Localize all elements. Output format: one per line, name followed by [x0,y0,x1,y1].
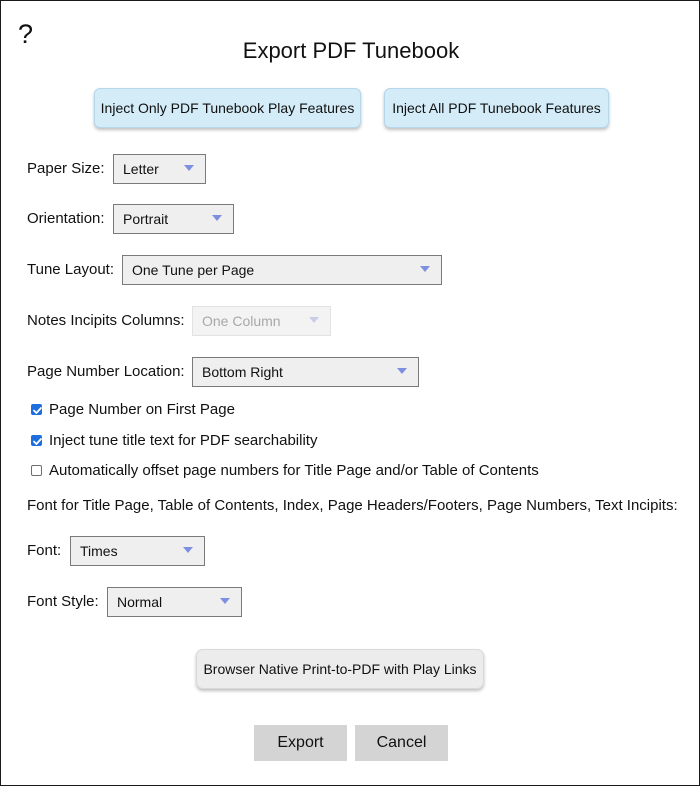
chevron-down-icon [220,598,230,604]
help-button[interactable]: ? [18,19,34,49]
export-button[interactable]: Export [254,725,347,761]
chevron-down-icon [184,165,194,171]
font-style-value: Normal [117,594,163,610]
inject-play-features-button[interactable]: Inject Only PDF Tunebook Play Features [94,88,361,128]
chevron-down-icon [183,547,193,553]
page-number-location-select[interactable] [192,357,419,387]
font-select[interactable] [70,536,205,566]
first-page-number-checkbox[interactable] [31,404,42,415]
inject-title-text-label: Inject tune title text for PDF searchability [49,432,318,449]
inject-all-features-button[interactable]: Inject All PDF Tunebook Features [384,88,609,128]
font-section-heading: Font for Title Page, Table of Contents, Index, Page Headers/Footers, Page Numbers, Text Incipits: [27,497,678,514]
font-value: Times [80,543,118,559]
orientation-label: Orientation: [27,210,105,227]
inject-title-text-checkbox[interactable] [31,435,42,446]
notes-incipits-columns-label: Notes Incipits Columns: [27,312,185,329]
paper-size-value: Letter [123,161,159,177]
native-print-to-pdf-button[interactable]: Browser Native Print-to-PDF with Play Links [196,649,484,689]
notes-incipits-columns-value: One Column [202,313,281,329]
page-number-location-value: Bottom Right [202,364,283,380]
page-number-location-label: Page Number Location: [27,363,185,380]
font-style-select[interactable] [107,587,242,617]
tune-layout-value: One Tune per Page [132,262,255,278]
chevron-down-icon [309,317,319,323]
notes-incipits-columns-select [192,306,331,336]
dialog-title: Export PDF Tunebook [242,38,460,63]
first-page-number-label: Page Number on First Page [49,401,235,418]
tune-layout-label: Tune Layout: [27,261,115,278]
chevron-down-icon [420,266,430,272]
offset-page-numbers-checkbox[interactable] [31,465,42,476]
check-icon [32,436,43,447]
tune-layout-select[interactable] [122,255,442,285]
chevron-down-icon [212,215,222,221]
cancel-button[interactable]: Cancel [355,725,448,761]
font-label: Font: [27,542,62,559]
orientation-value: Portrait [123,211,169,227]
orientation-select[interactable] [113,204,234,234]
offset-page-numbers-label: Automatically offset page numbers for Title Page and/or Table of Contents [49,462,539,479]
paper-size-select[interactable] [113,154,206,184]
chevron-down-icon [397,368,407,374]
font-style-label: Font Style: [27,593,99,610]
check-icon [32,405,43,416]
paper-size-label: Paper Size: [27,160,105,177]
